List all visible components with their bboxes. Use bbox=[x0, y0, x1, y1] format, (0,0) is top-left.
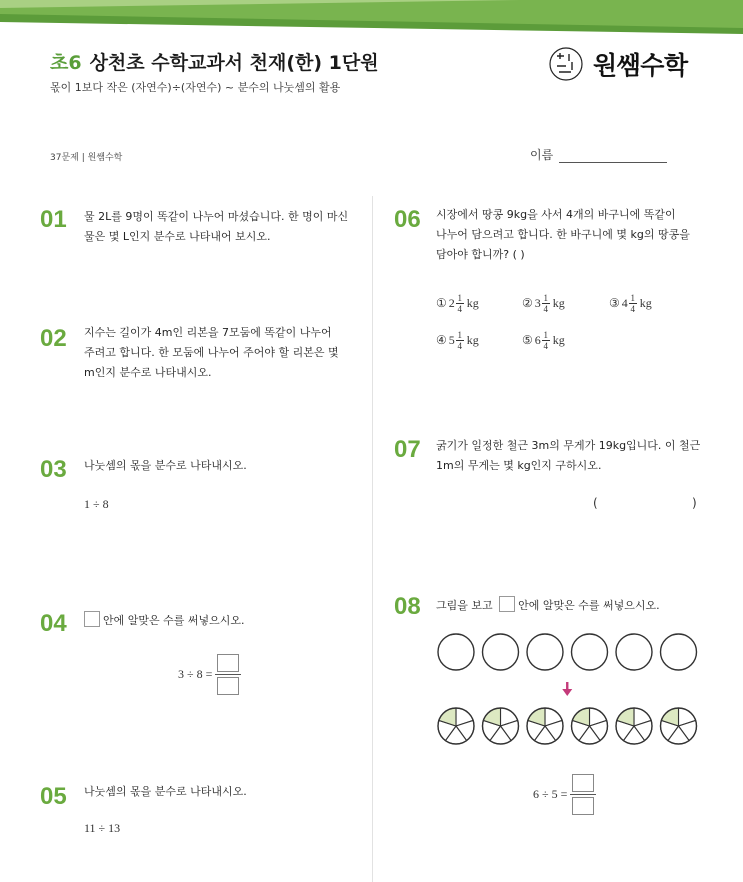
choice-unit: kg bbox=[466, 296, 479, 310]
divided-circle bbox=[661, 708, 697, 744]
answer-box-icon bbox=[84, 611, 100, 627]
choice-3[interactable] bbox=[609, 293, 652, 314]
choice-mark: ③ bbox=[609, 296, 620, 310]
choice-fraction bbox=[456, 293, 464, 314]
title-row bbox=[50, 48, 379, 75]
choice-mark: ① bbox=[436, 296, 447, 310]
question-text: 나눗셈의 몫을 분수로 나타내시오. bbox=[84, 459, 247, 472]
question-number: 06 bbox=[394, 206, 421, 233]
divided-circle bbox=[572, 708, 608, 744]
choice-fraction bbox=[456, 330, 464, 351]
question-number: 04 bbox=[40, 610, 67, 637]
question-line: 시장에서 땅콩 9kg을 사서 4개의 바구니에 똑같이 bbox=[436, 208, 676, 221]
name-field bbox=[530, 146, 667, 163]
whole-circle bbox=[438, 634, 474, 670]
question-number: 08 bbox=[394, 593, 421, 620]
question-number: 01 bbox=[40, 206, 67, 233]
choice-whole: 4 bbox=[621, 296, 628, 310]
question-number: 03 bbox=[40, 456, 67, 483]
choice-denominator: 4 bbox=[630, 304, 636, 314]
name-label: 이름 bbox=[530, 148, 554, 162]
choice-mark: ② bbox=[522, 296, 533, 310]
choice-denominator: 4 bbox=[543, 304, 549, 314]
question-line: 안에 알맞은 수를 써넣으시오. bbox=[103, 614, 245, 627]
choice-numerator: 1 bbox=[457, 330, 463, 340]
choice-whole: 6 bbox=[534, 333, 541, 347]
circle-division-figure bbox=[432, 628, 708, 752]
choice-4[interactable] bbox=[436, 330, 479, 351]
fraction-bar bbox=[215, 674, 241, 675]
division-expression: 11 ÷ 13 bbox=[84, 821, 121, 835]
numerator-input[interactable] bbox=[572, 774, 594, 792]
question-text bbox=[84, 611, 245, 631]
choice-numerator: 1 bbox=[457, 293, 463, 303]
whole-circle bbox=[616, 634, 652, 670]
choice-mark: ④ bbox=[436, 333, 447, 347]
answer-input[interactable] bbox=[604, 495, 690, 513]
question-text: 나눗셈의 몫을 분수로 나타내시오. bbox=[84, 785, 247, 798]
choice-whole: 2 bbox=[448, 296, 455, 310]
fraction-bar bbox=[570, 794, 596, 795]
divided-circle bbox=[438, 708, 474, 744]
page-subtitle: 몫이 1보다 작은 (자연수)÷(자연수) ~ 분수의 나눗셈의 활용 bbox=[50, 81, 341, 94]
answer-box-icon bbox=[499, 596, 515, 612]
page-title: 상천초 수학교과서 천재(한) 1단원 bbox=[89, 52, 379, 74]
whole-circle bbox=[483, 634, 519, 670]
question-line: 나누어 담으려고 합니다. 한 바구니에 몇 kg의 땅콩을 bbox=[436, 228, 690, 241]
answer-paren-close: ) bbox=[692, 496, 697, 510]
division-expression: 1 ÷ 8 bbox=[84, 497, 109, 511]
choice-unit: kg bbox=[552, 333, 565, 347]
answer-paren-open: ( bbox=[593, 496, 598, 510]
fraction-equation bbox=[178, 654, 241, 695]
header-band bbox=[0, 0, 743, 40]
choice-mark: ⑤ bbox=[522, 333, 533, 347]
fraction-equation bbox=[533, 774, 596, 815]
question-line: 주려고 합니다. 한 모둠에 나누어 주어야 할 리본은 몇 bbox=[84, 346, 339, 359]
choice-1[interactable] bbox=[436, 293, 479, 314]
choice-denominator: 4 bbox=[457, 304, 463, 314]
question-text bbox=[436, 436, 700, 476]
choice-denominator: 4 bbox=[457, 341, 463, 351]
choice-2[interactable] bbox=[522, 293, 565, 314]
whole-circle bbox=[661, 634, 697, 670]
column-divider bbox=[372, 196, 373, 882]
choice-fraction bbox=[542, 293, 550, 314]
question-line: 물은 몇 L인지 분수로 나타내어 보시오. bbox=[84, 230, 271, 243]
question-number: 02 bbox=[40, 325, 67, 352]
choice-denominator: 4 bbox=[543, 341, 549, 351]
equation-left: 3 ÷ 8 = bbox=[178, 667, 213, 681]
choice-fraction bbox=[629, 293, 637, 314]
choice-numerator: 1 bbox=[543, 293, 549, 303]
brand-logo-icon bbox=[545, 44, 587, 84]
denominator-input[interactable] bbox=[217, 677, 239, 695]
divided-circle bbox=[616, 708, 652, 744]
grade-label: 초6 bbox=[50, 52, 82, 74]
divided-circle bbox=[527, 708, 563, 744]
fraction-answer bbox=[570, 774, 596, 815]
choice-whole: 3 bbox=[534, 296, 541, 310]
choice-unit: kg bbox=[552, 296, 565, 310]
whole-circle bbox=[527, 634, 563, 670]
choice-unit: kg bbox=[639, 296, 652, 310]
choice-fraction bbox=[542, 330, 550, 351]
choice-numerator: 1 bbox=[543, 330, 549, 340]
brand-name: 원쌤수학 bbox=[593, 51, 688, 80]
choice-numerator: 1 bbox=[630, 293, 636, 303]
choice-whole: 5 bbox=[448, 333, 455, 347]
whole-circle bbox=[572, 634, 608, 670]
question-number: 05 bbox=[40, 783, 67, 810]
down-arrow-icon bbox=[562, 689, 572, 696]
question-line: 1m의 무게는 몇 kg인지 구하시오. bbox=[436, 459, 602, 472]
numerator-input[interactable] bbox=[217, 654, 239, 672]
choice-unit: kg bbox=[466, 333, 479, 347]
question-number: 07 bbox=[394, 436, 421, 463]
question-text bbox=[436, 205, 690, 265]
fraction-answer bbox=[215, 654, 241, 695]
question-text bbox=[436, 596, 660, 616]
choice-5[interactable] bbox=[522, 330, 565, 351]
question-text bbox=[84, 207, 348, 247]
question-line: 담아야 합니까? ( ) bbox=[436, 248, 525, 261]
question-line: m인지 분수로 나타내시오. bbox=[84, 366, 212, 379]
problem-count: 37문제 | 원쌤수학 bbox=[50, 153, 123, 163]
denominator-input[interactable] bbox=[572, 797, 594, 815]
name-input-line[interactable] bbox=[559, 150, 667, 163]
brand bbox=[545, 44, 688, 84]
question-line: 그림을 보고 bbox=[436, 599, 493, 612]
divided-circle bbox=[483, 708, 519, 744]
question-text bbox=[84, 323, 339, 383]
question-line: 굵기가 일정한 철근 3m의 무게가 19kg입니다. 이 철근 bbox=[436, 439, 701, 452]
question-line: 안에 알맞은 수를 써넣으시오. bbox=[518, 599, 660, 612]
question-line: 물 2L를 9명이 똑같이 나누어 마셨습니다. 한 명이 마신 bbox=[84, 210, 349, 223]
equation-left: 6 ÷ 5 = bbox=[533, 787, 568, 801]
question-line: 지수는 길이가 4m인 리본을 7모둠에 똑같이 나누어 bbox=[84, 326, 332, 339]
